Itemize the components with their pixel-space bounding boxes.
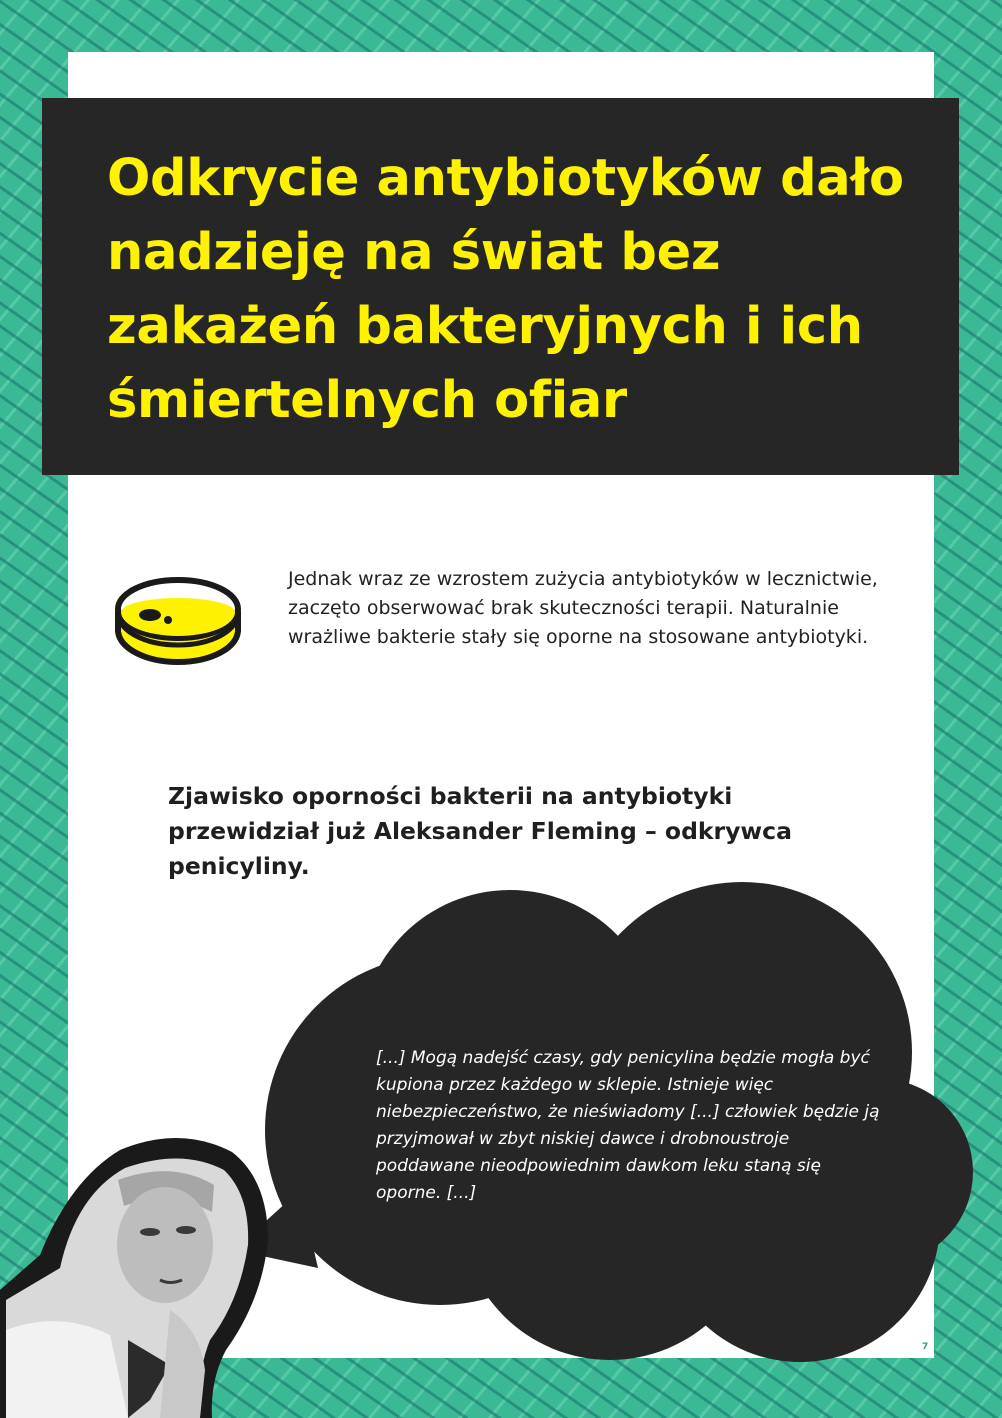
intro-paragraph: Jednak wraz ze wzrostem zużycia antybiotyków w lecznictwie, zaczęto obserwować brak skuteczności terapii. Naturalnie wrażliwe bakterie stały się oporne na stosowane antybiotyki. — [288, 568, 878, 648]
fleming-portrait — [0, 1138, 268, 1418]
lead-paragraph: Zjawisko oporności bakterii na antybiotyki przewidział już Aleksander Fleming – odkrywca penicyliny. — [168, 782, 792, 880]
page-number: 7 — [922, 1342, 929, 1352]
fleming-quote: [...] Mogą nadejść czasy, gdy penicylina będzie mogła być kupiona przez każdego w sklepie. Istnieje więc niebezpieczeństwo, że nieświadomy [...] człowiek będzie ją przyjmował w zbyt niskiej dawce i drobnoustroje poddawane nieodpowiednim dawkom leku staną się oporne. [...] — [376, 1048, 880, 1203]
page-title: Odkrycie antybiotyków dało nadzieję na świat bez zakażeń bakteryjnych i ich śmiertelnych ofiar — [107, 149, 904, 430]
